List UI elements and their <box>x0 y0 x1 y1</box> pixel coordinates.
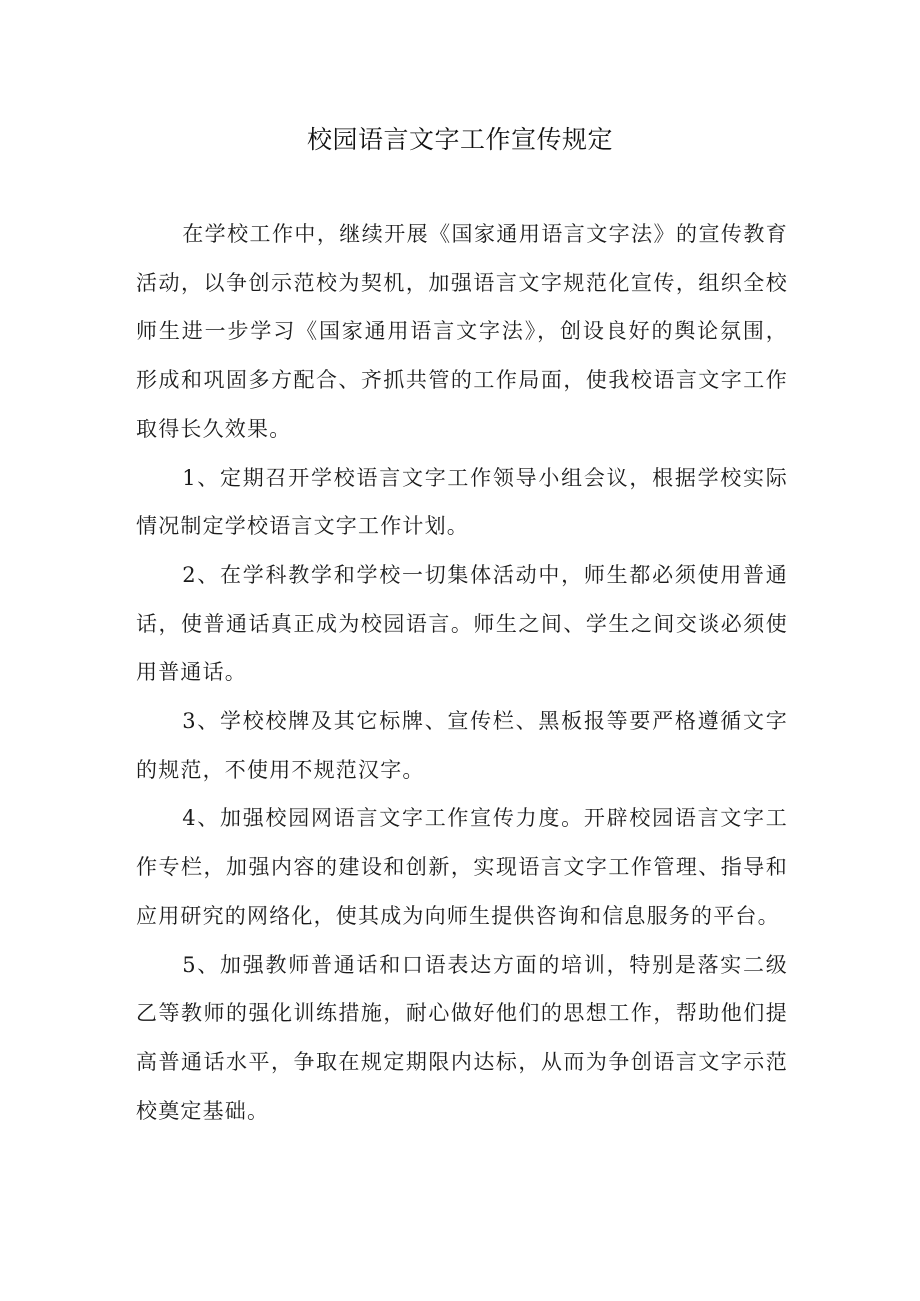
rule-paragraph-1: 1、定期召开学校语言文字工作领导小组会议，根据学校实际情况制定学校语言文字工作计划。 <box>136 465 788 539</box>
intro-paragraph: 在学校工作中，继续开展《国家通用语言文字法》的宣传教育活动，以争创示范校为契机，加强语言文字规范化宣传，组织全校师生进一步学习《国家通用语言文字法》，创设良好的舆论氛围，形成和巩固多方配合、齐抓共管的工作局面，使我校语言文字工作取得长久效果。 <box>136 222 788 441</box>
rule-paragraph-3: 3、学校校牌及其它标牌、宣传栏、黑板报等要严格遵循文字的规范，不使用不规范汉字。 <box>136 709 788 782</box>
document-body <box>136 210 788 1135</box>
rule-paragraph-2: 2、在学科教学和学校一切集体活动中，师生都必须使用普通话，使普通话真正成为校园语言。师生之间、学生之间交谈必须使用普通话。 <box>136 562 788 685</box>
rule-paragraph-4: 4、加强校园网语言文字工作宣传力度。开辟校园语言文字工作专栏，加强内容的建设和创新，实现语言文字工作管理、指导和应用研究的网络化，使其成为向师生提供咨询和信息服务的平台。 <box>136 806 788 928</box>
document-title: 校园语言文字工作宣传规定 <box>306 125 613 154</box>
rule-paragraph-5: 5、加强教师普通话和口语表达方面的培训，特别是落实二级乙等教师的强化训练措施，耐心做好他们的思想工作，帮助他们提高普通话水平，争取在规定期限内达标，从而为争创语言文字示范校奠定基础。 <box>136 952 788 1123</box>
